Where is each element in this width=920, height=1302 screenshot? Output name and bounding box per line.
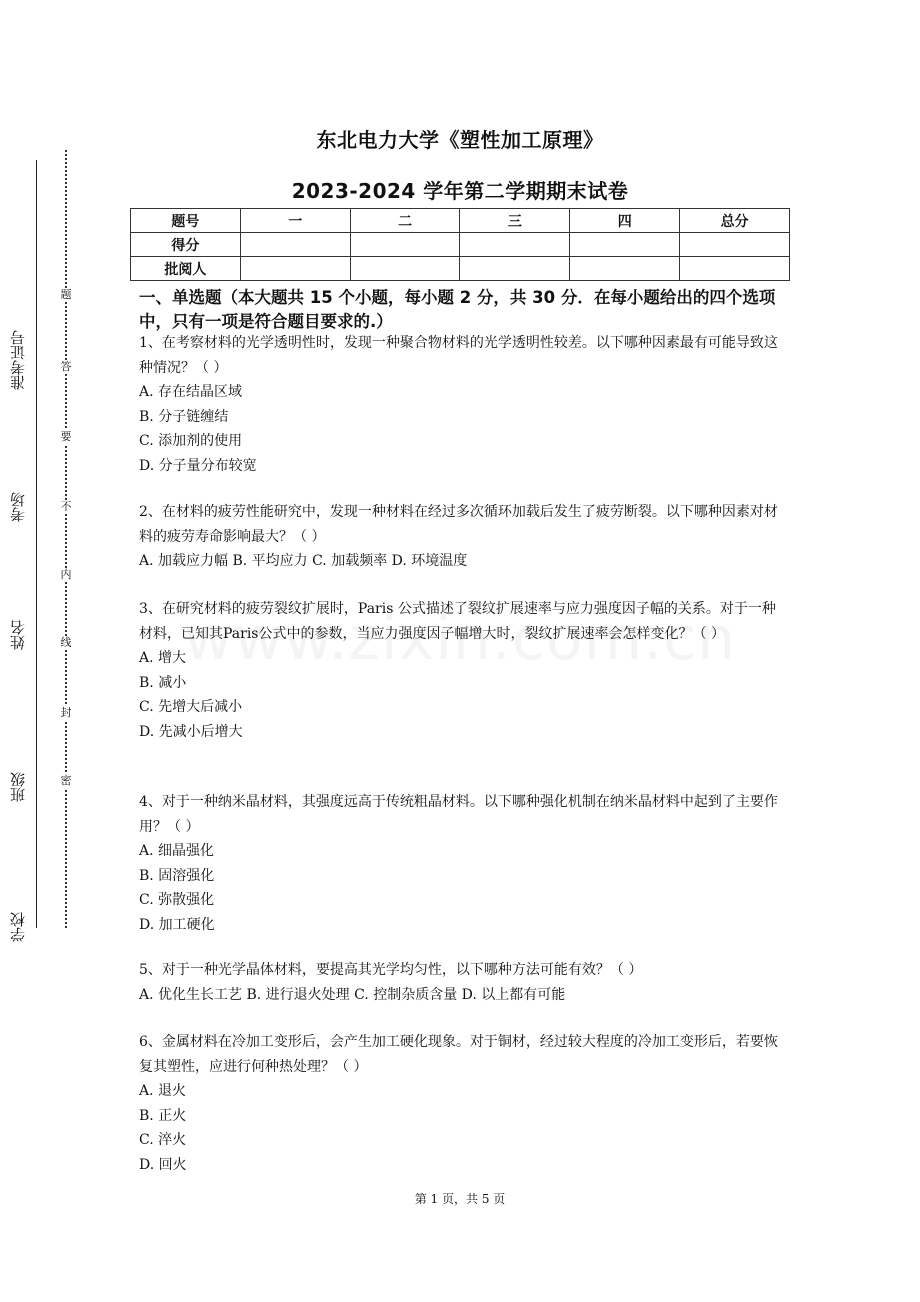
- question-option: A. 退火: [139, 1083, 187, 1099]
- binding-dotted-line: [65, 150, 67, 928]
- question-option: C. 弥散强化: [139, 892, 215, 908]
- score-cell: [570, 257, 680, 281]
- score-table-row-label: 批阅人: [131, 257, 241, 281]
- field-label-text: 姓名: [9, 620, 27, 650]
- question-6: [139, 1030, 789, 1177]
- question-stem: 1、在考察材料的光学透明性时，发现一种聚合物材料的光学透明性较差。以下哪种因素最有可能导致这种情况？（ ）: [139, 335, 778, 376]
- question-option: B. 减小: [139, 674, 187, 691]
- field-label-exam-room: [10, 492, 32, 522]
- seal-char: 内: [58, 568, 74, 582]
- field-label-text: 准考证号: [9, 330, 27, 390]
- question-stem: 3、在研究材料的疲劳裂纹扩展时，Paris 公式描述了裂纹扩展速率与应力强度因子幅的关系。对于一种材料，已知其Paris公式中的参数，当应力强度因子幅增大时，裂纹扩展速率会怎样变化？（ ）: [139, 601, 776, 642]
- question-option: A. 增大: [139, 650, 187, 666]
- exam-subtitle: 2023-2024 学年第二学期期末试卷: [291, 179, 629, 203]
- seal-char: 要: [58, 430, 74, 444]
- seal-char: 线: [58, 636, 74, 650]
- question-option: B. 正火: [139, 1107, 187, 1124]
- score-table-header-cell: 一: [240, 209, 350, 233]
- field-label-text: 考场: [9, 492, 27, 522]
- score-cell: [460, 233, 570, 257]
- score-table-header-cell: 四: [570, 209, 680, 233]
- score-table-header-row: [131, 209, 790, 233]
- score-cell: [350, 233, 460, 257]
- score-cell: [680, 233, 790, 257]
- question-option: D. 先减小后增大: [139, 723, 243, 740]
- question-4: [139, 790, 789, 937]
- field-label-class: [10, 772, 32, 802]
- question-option: A. 存在结晶区域: [139, 384, 243, 400]
- score-table-row: [131, 257, 790, 281]
- score-table: [130, 208, 790, 281]
- field-label-name: [10, 620, 32, 650]
- binding-solid-line: [36, 160, 37, 928]
- question-2: [139, 500, 789, 574]
- seal-char: 不: [58, 500, 74, 514]
- question-stem: 5、对于一种光学晶体材料，要提高其光学均匀性，以下哪种方法可能有效？（ ）: [139, 962, 643, 978]
- score-table-header-cell: 总分: [680, 209, 790, 233]
- score-cell: [680, 257, 790, 281]
- question-5: [139, 958, 789, 1007]
- question-stem: 4、对于一种纳米晶材料，其强度远高于传统粗晶材料。以下哪种强化机制在纳米晶材料中起到了主要作用？（ ）: [139, 794, 778, 835]
- question-option: C. 淬火: [139, 1132, 187, 1148]
- field-label-text: 学校: [9, 912, 27, 942]
- exam-title: 东北电力大学《塑性加工原理》: [316, 128, 604, 152]
- question-options-inline: A. 加载应力幅 B. 平均应力 C. 加载频率 D. 环境温度: [139, 553, 468, 569]
- question-option: C. 先增大后减小: [139, 699, 243, 715]
- question-1: [139, 331, 789, 478]
- question-option: D. 回火: [139, 1156, 187, 1173]
- page-footer: 第 1 页，共 5 页: [414, 1192, 506, 1206]
- field-label-text: 班级: [9, 772, 27, 802]
- question-stem: 2、在材料的疲劳性能研究中，发现一种材料在经过多次循环加载后发生了疲劳断裂。以下哪种因素对材料的疲劳寿命影响最大？（ ）: [139, 504, 778, 545]
- question-options-inline: A. 优化生长工艺 B. 进行退火处理 C. 控制杂质含量 D. 以上都有可能: [139, 986, 566, 1003]
- score-cell: [570, 233, 680, 257]
- seal-char: 题: [58, 288, 74, 302]
- question-option: B. 分子链缠结: [139, 408, 229, 425]
- field-label-exam-id: [10, 330, 32, 390]
- seal-char: 答: [58, 360, 74, 374]
- score-table-header-cell: 二: [350, 209, 460, 233]
- score-table-row: [131, 233, 790, 257]
- score-table-row-label: 得分: [131, 233, 241, 257]
- score-cell: [350, 257, 460, 281]
- seal-char: 封: [58, 706, 74, 720]
- score-cell: [240, 233, 350, 257]
- score-cell: [460, 257, 570, 281]
- question-option: D. 加工硬化: [139, 916, 215, 933]
- score-cell: [240, 257, 350, 281]
- field-label-school: [10, 912, 32, 942]
- seal-char: 密: [58, 774, 74, 788]
- question-stem: 6、金属材料在冷加工变形后，会产生加工硬化现象。对于铜材，经过较大程度的冷加工变形后，若要恢复其塑性，应进行何种热处理？（ ）: [139, 1034, 778, 1075]
- score-table-header-cell: 三: [460, 209, 570, 233]
- question-option: C. 添加剂的使用: [139, 433, 243, 449]
- question-option: B. 固溶强化: [139, 867, 215, 884]
- question-3: [139, 597, 789, 744]
- section-heading: 一、单选题（本大题共 15 个小题，每小题 2 分，共 30 分．在每小题给出的四个选项中，只有一项是符合题目要求的.）: [139, 288, 776, 331]
- score-table-header-cell: 题号: [131, 209, 241, 233]
- question-option: D. 分子量分布较宽: [139, 457, 257, 474]
- question-option: A. 细晶强化: [139, 843, 215, 859]
